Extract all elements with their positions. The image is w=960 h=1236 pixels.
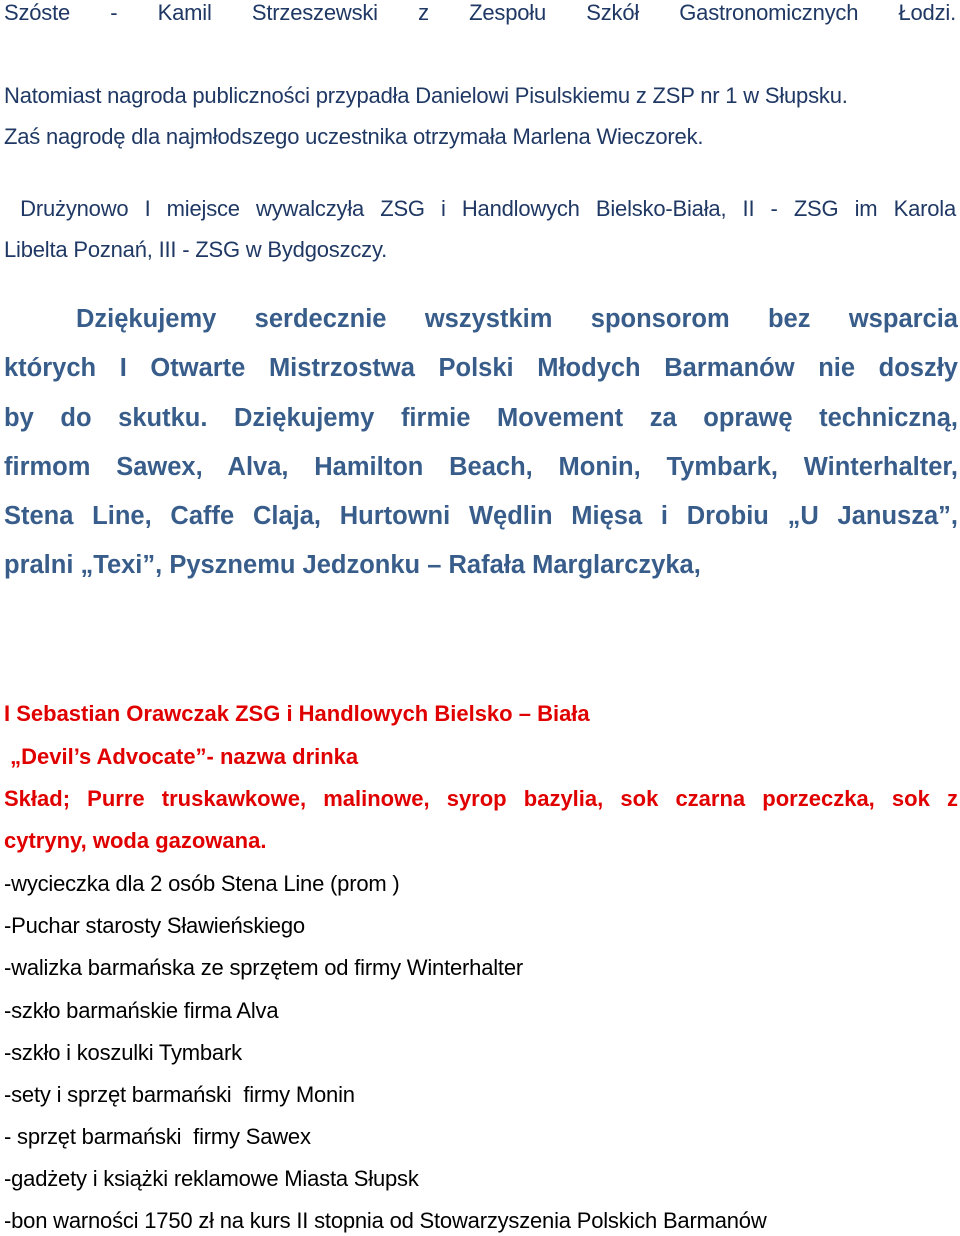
prize-item: -bon warności 1750 zł na kurs II stopnia od Stowarzyszenia Polskich Barmanów xyxy=(4,1208,767,1233)
prize-item: -sety i sprzęt barmański firmy Monin xyxy=(4,1082,355,1107)
thanks-line-4: firmom Sawex, Alva, Hamilton Beach, Monin, Tymbark, Winterhalter, xyxy=(4,453,958,481)
prize-item: -walizka barmańska ze sprzętem od firmy Winterhalter xyxy=(4,955,523,980)
thanks-line-3: by do skutku. Dziękujemy firmie Movement za oprawę techniczną, xyxy=(4,404,958,432)
prize-item: - sprzęt barmański firmy Sawex xyxy=(4,1124,311,1149)
drink-name-line: „Devil’s Advocate”- nazwa drinka xyxy=(4,744,359,769)
youngest-award-line: Zaś nagrodę dla najmłodszego uczestnika otrzymała Marlena Wieczorek. xyxy=(4,124,704,149)
thanks-line-5: Stena Line, Caffe Claja, Hurtowni Wędlin Mięsa i Drobiu „U Janusza”, xyxy=(4,502,958,530)
prize-item: -szkło i koszulki Tymbark xyxy=(4,1040,242,1065)
team-results-line-1: Drużynowo I miejsce wywalczyła ZSG i Handlowych Bielsko-Biała, II - ZSG im Karola xyxy=(4,196,956,221)
thanks-line-6: pralni „Texi”, Pysznemu Jedzonku – Rafała Marglarczyka, xyxy=(4,551,701,579)
audience-award-line: Natomiast nagroda publiczności przypadła Danielowi Pisulskiemu z ZSP nr 1 w Słupsku. xyxy=(4,83,848,108)
thanks-line-2: których I Otwarte Mistrzostwa Polski Młodych Barmanów nie doszły xyxy=(4,354,958,382)
prize-item: -gadżety i książki reklamowe Miasta Słupsk xyxy=(4,1166,419,1191)
thanks-line-1: Dziękujemy serdecznie wszystkim sponsorom bez wsparcia xyxy=(76,305,958,333)
prize-item: -szkło barmańskie firma Alva xyxy=(4,998,279,1023)
prize-item: -Puchar starosty Sławieńskiego xyxy=(4,913,305,938)
ingredients-line-2: cytryny, woda gazowana. xyxy=(4,828,267,853)
team-results-line-2: Libelta Poznań, III - ZSG w Bydgoszczy. xyxy=(4,237,388,262)
winner-name-line: I Sebastian Orawczak ZSG i Handlowych Bielsko – Biała xyxy=(4,701,590,726)
prize-item: -wycieczka dla 2 osób Stena Line (prom ) xyxy=(4,871,400,896)
ingredients-line-1: Skład; Purre truskawkowe, malinowe, syrop bazylia, sok czarna porzeczka, sok z xyxy=(4,786,958,811)
sixth-place-line: Szóste - Kamil Strzeszewski z Zespołu Szkół Gastronomicznych Łodzi. xyxy=(4,0,956,25)
